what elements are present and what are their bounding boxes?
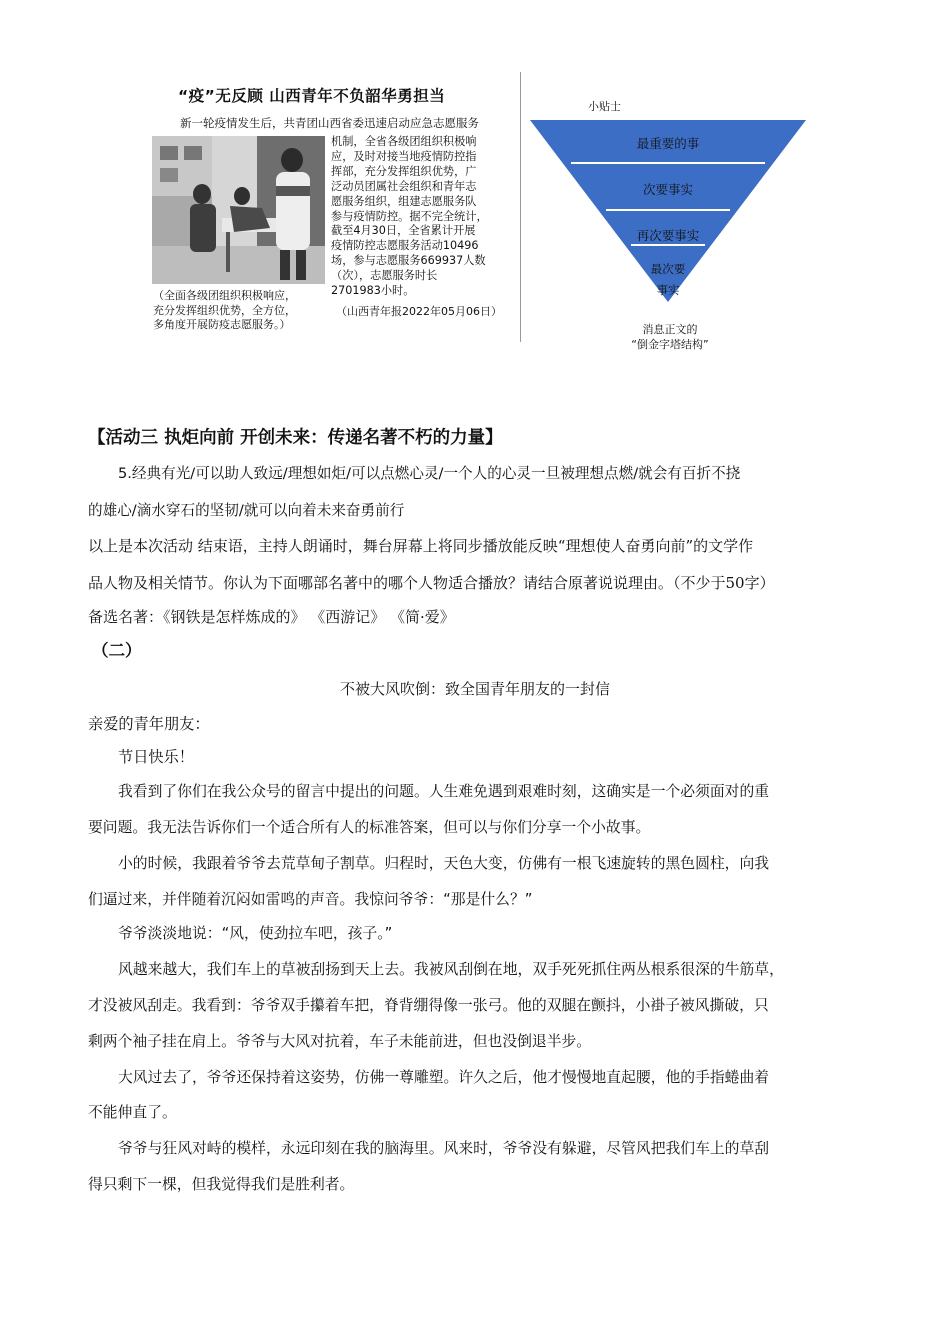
- question-5-line: 以上是本次活动 结束语，主持人朗诵时，舞台屏幕上将同步播放能反映“理想使人奋勇向前”的文学作: [88, 537, 754, 555]
- section-label: （二）: [92, 641, 142, 660]
- letter-paragraph-line: 得只剩下一棵，但我觉得我们是胜利者。: [88, 1176, 355, 1193]
- pyramid-caption-line: 消息正文的: [642, 323, 698, 336]
- news-body-line: 挥部，充分发挥组织优势，广: [331, 164, 477, 178]
- question-5-line: 的雄心/滴水穿石的坚韧/就可以向着未来奋勇前行: [88, 502, 405, 519]
- news-source: （山西青年报2022年05月06日）: [336, 305, 502, 318]
- caption-line: （全面各级团组织积极响应，: [153, 289, 296, 302]
- letter-paragraph-line: 剩两个袖子挂在肩上。爷爷与大风对抗着，车子未能前进，但也没倒退半步。: [88, 1033, 592, 1050]
- news-body-line: 2701983小时。: [331, 284, 415, 298]
- letter-paragraph-line: 们逼过来，并伴随着沉闷如雷鸣的声音。我惊问爷爷：“那是什么？”: [88, 891, 533, 908]
- letter-paragraph-line: 爷爷淡淡地说：“风，使劲拉车吧，孩子。”: [118, 925, 393, 942]
- pyramid-caption: [620, 322, 720, 352]
- news-body-line: 参与疫情防控。据不完全统计，: [331, 209, 488, 223]
- news-body-line: 场，参与志愿服务669937人数: [331, 254, 486, 268]
- letter-paragraph-line: 爷爷与狂风对峙的模样，永远印刻在我的脑海里。风来时，爷爷没有躲避，尽管风把我们车上的草刮: [118, 1140, 770, 1157]
- news-body-line: 截至4月30日，全省累计开展: [331, 224, 476, 238]
- vertical-divider: [520, 72, 521, 342]
- pyramid-level-label: 再次要事实: [636, 228, 700, 243]
- question-5-line: 品人物及相关情节。你认为下面哪部名著中的哪个人物适合播放？请结合原著说说理由。（不少于50字）: [88, 574, 775, 592]
- candidate-books: 备选名著：《钢铁是怎样炼成的》 《西游记》 《简·爱》: [88, 608, 455, 626]
- news-body-line: 泛动员团属社会组织和青年志: [331, 179, 477, 193]
- news-photo-caption: [153, 289, 338, 333]
- activity-heading: 【活动三 执炬向前 开创未来：传递名著不朽的力量】: [88, 428, 503, 448]
- pyramid-level-label: 事实: [656, 283, 680, 297]
- letter-paragraph-line: 我看到了你们在我公众号的留言中提出的问题。人生难免遇到艰难时刻，这确实是一个必须面对的重: [118, 783, 770, 800]
- letter-paragraph-line: 不能伸直了。: [88, 1104, 177, 1121]
- news-body-line: 疫情防控志愿服务活动10496: [331, 239, 479, 253]
- pyramid-level-label: 次要事实: [642, 182, 694, 197]
- letter-paragraph-line: 大风过去了，爷爷还保持着这姿势，仿佛一尊雕塑。许久之后，他才慢慢地直起腰，他的手指蜷曲着: [118, 1069, 770, 1086]
- letter-paragraph-line: 小的时候，我跟着爷爷去荒草甸子割草。归程时，天色大变，仿佛有一根飞速旋转的黑色圆柱，向我: [118, 855, 770, 872]
- tips-label: 小贴士: [588, 100, 621, 113]
- news-body-line: 愿服务组织，组建志愿服务队: [331, 194, 477, 208]
- pyramid-caption-line: “倒金字塔结构”: [631, 338, 709, 351]
- news-body: [331, 135, 497, 299]
- letter-paragraph-line: 要问题。我无法告诉你们一个适合所有人的标准答案，但可以与你们分享一个小故事。: [88, 819, 651, 836]
- news-body-line: 应，及时对接当地疫情防控指: [331, 149, 477, 163]
- news-headline: “疫”无反顾 山西青年不负韶华勇担当: [178, 87, 446, 105]
- inverted-pyramid-diagram: [530, 118, 806, 304]
- letter-paragraph-line: 节日快乐！: [118, 748, 194, 766]
- letter-salutation: 亲爱的青年朋友：: [88, 715, 210, 733]
- pyramid-level-label: 最重要的事: [636, 136, 700, 151]
- caption-line: 充分发挥组织优势，全方位，: [153, 303, 296, 317]
- letter-paragraph-line: 风越来越大，我们车上的草被刮扬到天上去。我被风刮倒在地，双手死死抓住两丛根系很深的牛筋草，: [118, 961, 784, 978]
- pyramid-level-label: 最次要: [650, 262, 686, 276]
- letter-paragraph-line: 才没被风刮走。我看到：爷爷双手攥着车把，脊背绷得像一张弓。他的双腿在颤抖，小褂子被风撕破，只: [88, 997, 769, 1014]
- question-5-line: 5.经典有光/可以助人致远/理想如炬/可以点燃心灵/一个人的心灵一旦被理想点燃/就会有百折不挠: [118, 465, 741, 482]
- news-lead-line: 新一轮疫情发生后，共青团山西省委迅速启动应急志愿服务: [180, 116, 479, 130]
- letter-title: 不被大风吹倒：致全国青年朋友的一封信: [339, 680, 610, 698]
- news-body-line: 机制，全省各级团组织积极响: [331, 135, 477, 148]
- news-body-line: （次），志愿服务时长: [331, 269, 438, 283]
- volunteers-photo-image: [152, 136, 325, 284]
- news-photo: [152, 136, 325, 284]
- caption-line: 多角度开展防疫志愿服务。）: [153, 318, 291, 331]
